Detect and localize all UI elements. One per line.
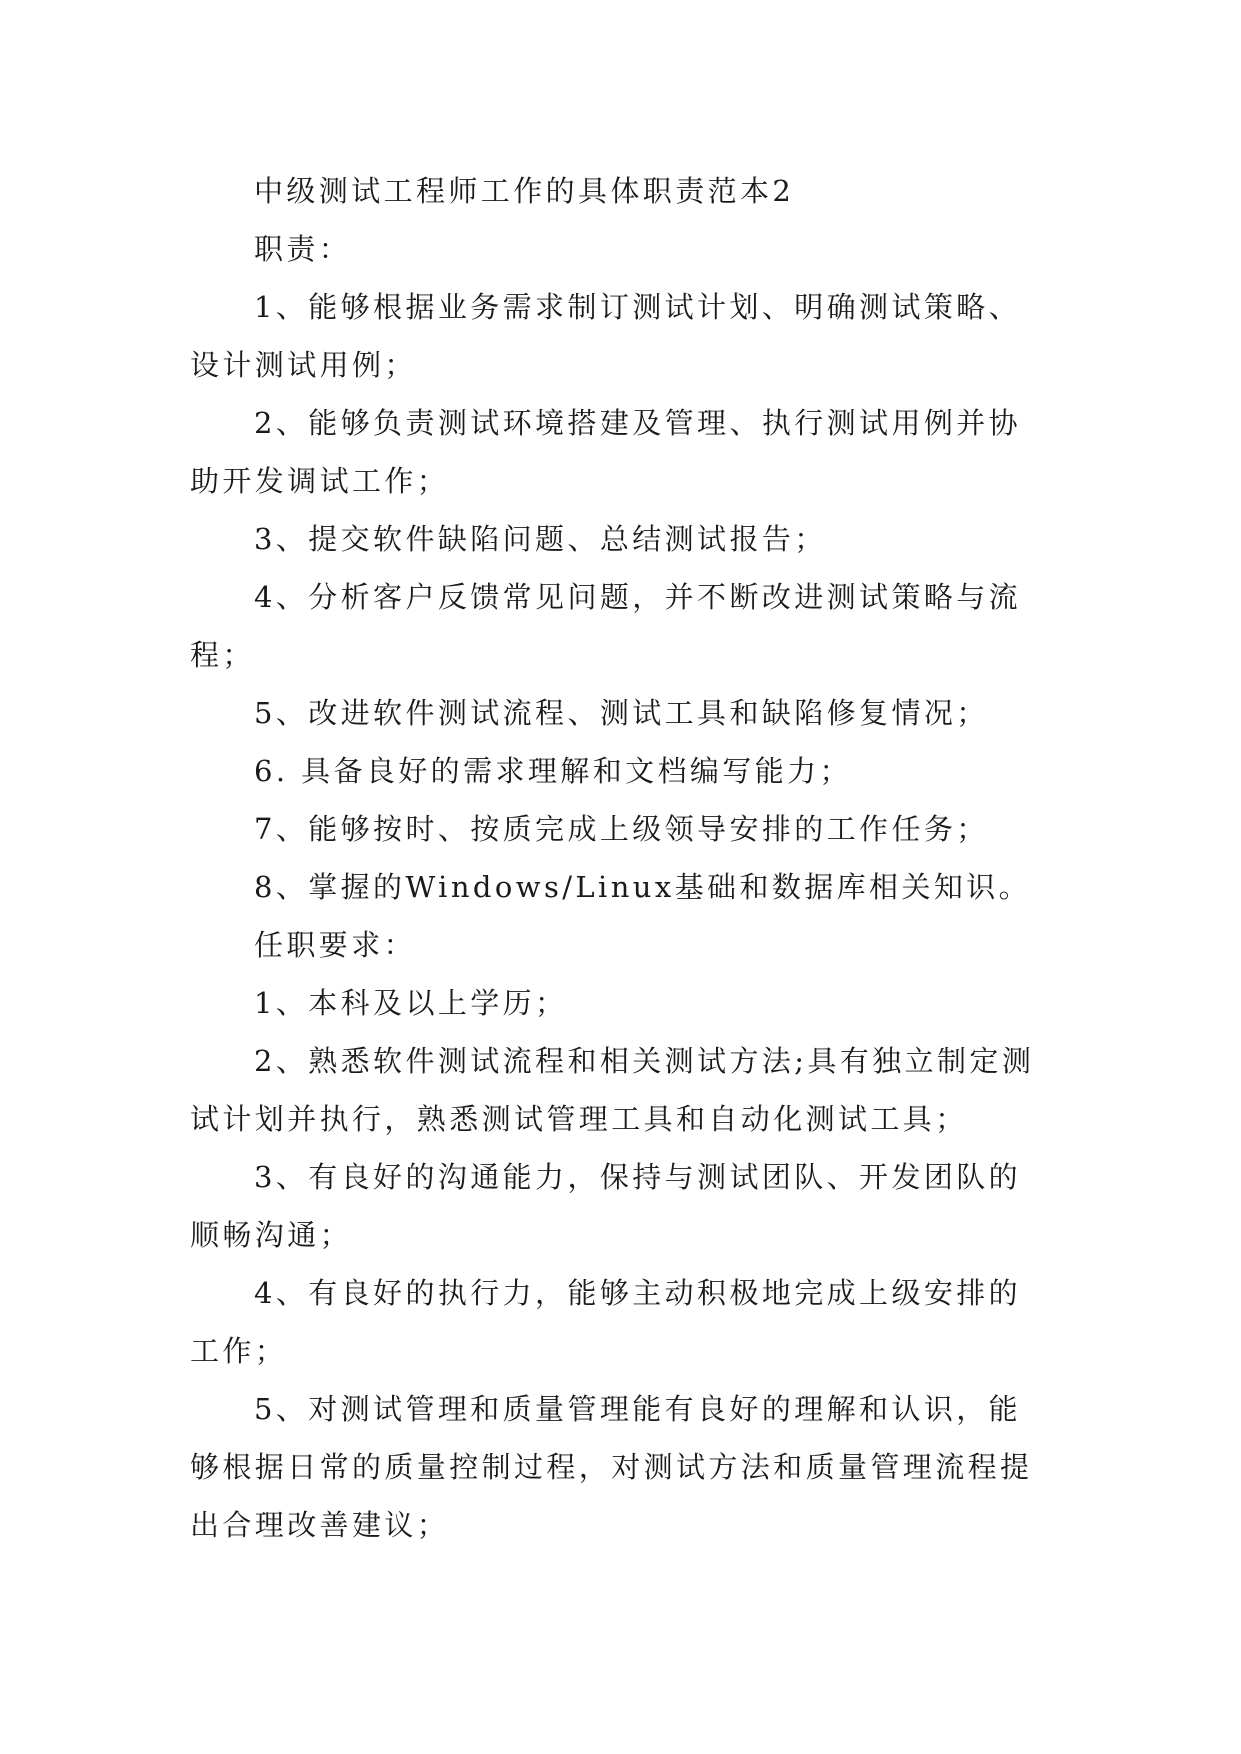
- requirement-item: 1、本科及以上学历；: [254, 986, 568, 1020]
- requirement-item: 3、有良好的沟通能力，保持与测试团队、开发团队的顺畅沟通；: [190, 1160, 1022, 1252]
- duty-item: 1、能够根据业务需求制订测试计划、明确测试策略、设计测试用例；: [190, 290, 1022, 382]
- duty-item: 2、能够负责测试环境搭建及管理、执行测试用例并协助开发调试工作；: [190, 406, 1022, 498]
- duty-item: 8、掌握的Windows/Linux基础和数据库相关知识。: [254, 870, 1032, 904]
- requirements-heading: 任职要求：: [254, 928, 417, 962]
- duty-item: 6. 具备良好的需求理解和文档编写能力；: [254, 754, 852, 788]
- duty-item: 4、分析客户反馈常见问题，并不断改进测试策略与流程；: [190, 580, 1022, 672]
- requirement-item: 5、对测试管理和质量管理能有良好的理解和认识，能够根据日常的质量控制过程，对测试方法和质量管理流程提出合理改善建议；: [190, 1392, 1033, 1542]
- duties-heading: 职责：: [254, 232, 352, 266]
- duty-item: 5、改进软件测试流程、测试工具和缺陷修复情况；: [254, 696, 989, 730]
- requirement-item: 4、有良好的执行力，能够主动积极地完成上级安排的工作；: [190, 1276, 1022, 1368]
- duty-item: 7、能够按时、按质完成上级领导安排的工作任务；: [254, 812, 989, 846]
- document-body: [190, 162, 1052, 1554]
- duty-item: 3、提交软件缺陷问题、总结测试报告；: [254, 522, 827, 556]
- requirement-item: 2、熟悉软件测试流程和相关测试方法;具有独立制定测试计划并执行，熟悉测试管理工具和自动化测试工具；: [190, 1044, 1035, 1136]
- document-title: 中级测试工程师工作的具体职责范本2: [254, 174, 795, 208]
